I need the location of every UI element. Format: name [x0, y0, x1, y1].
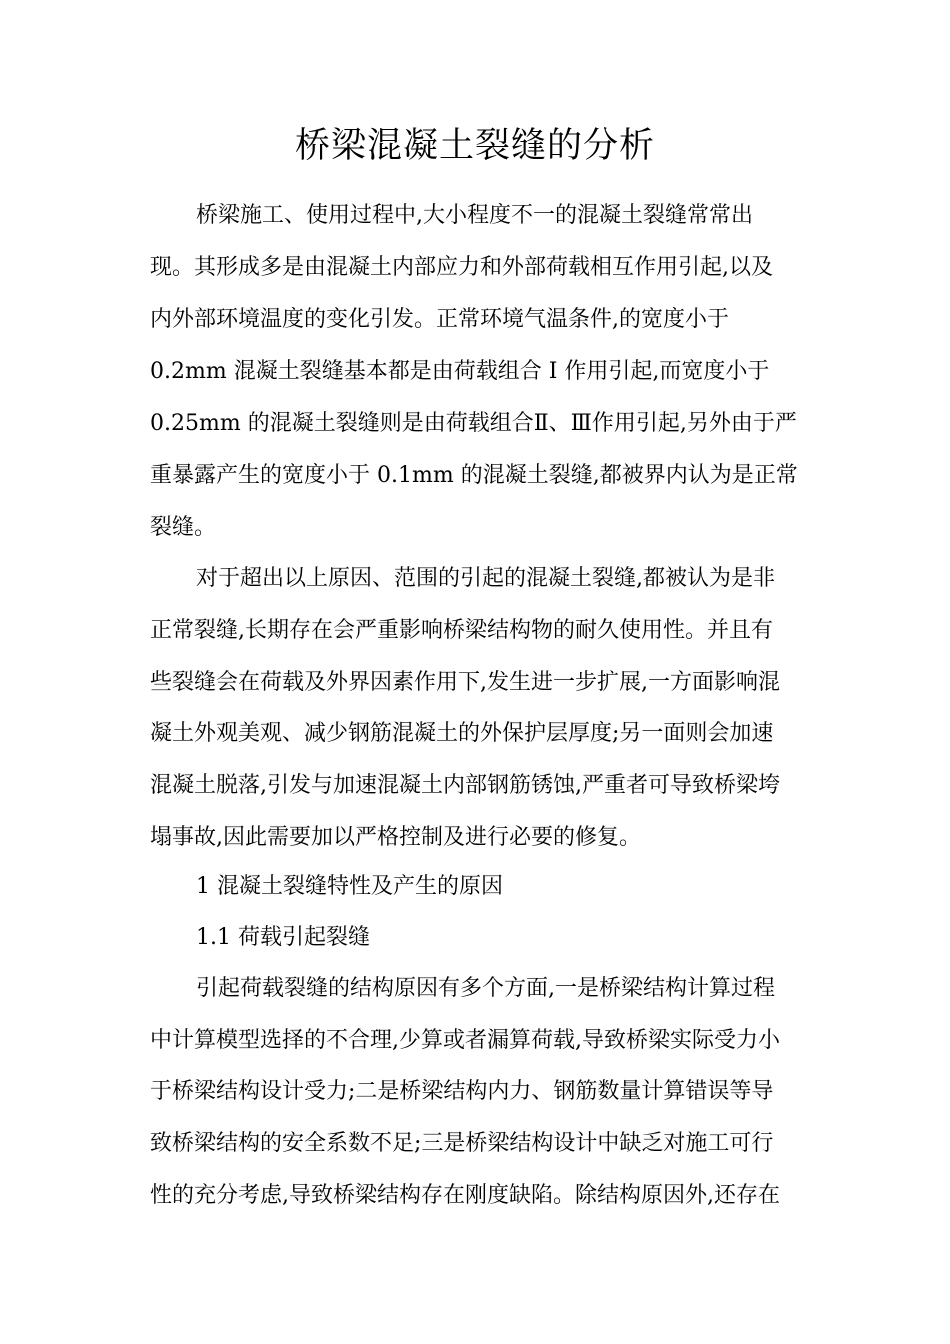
- paragraph-line: 0.25mm 的混凝土裂缝则是由荷载组合Ⅱ、Ⅲ作用引起,另外由于严: [150, 411, 797, 436]
- paragraph-line: 致桥梁结构的安全系数不足;三是桥梁结构设计中缺乏对施工可行: [150, 1131, 774, 1156]
- subsection-heading: 1.1 荷载引起裂缝: [196, 925, 370, 950]
- paragraph-line: 桥梁施工、使用过程中,大小程度不一的混凝土裂缝常常出: [196, 203, 753, 228]
- paragraph-line: 重暴露产生的宽度小于 0.1mm 的混凝土裂缝,都被界内认为是正常: [150, 463, 798, 488]
- paragraph-line: 对于超出以上原因、范围的引起的混凝土裂缝,都被认为是非: [196, 566, 775, 591]
- paragraph-line: 正常裂缝,长期存在会严重影响桥梁结构物的耐久使用性。并且有: [150, 618, 773, 643]
- paragraph-line: 凝土外观美观、减少钢筋混凝土的外保护层厚度;另一面则会加速: [150, 721, 774, 746]
- paragraph-line: 些裂缝会在荷载及外界因素作用下,发生进一步扩展,一方面影响混: [150, 670, 780, 695]
- paragraph-line: 0.2mm 混凝土裂缝基本都是由荷载组合 I 作用引起,而宽度小于: [150, 359, 770, 384]
- paragraph-line: 现。其形成多是由混凝土内部应力和外部荷载相互作用引起,以及: [150, 255, 773, 280]
- paragraph-line: 中计算模型选择的不合理,少算或者漏算荷载,导致桥梁实际受力小: [150, 1028, 780, 1053]
- paragraph-line: 性的充分考虑,导致桥梁结构存在刚度缺陷。除结构原因外,还存在: [150, 1183, 780, 1208]
- paragraph-line: 混凝土脱落,引发与加速混凝土内部钢筋锈蚀,严重者可导致桥梁垮: [150, 773, 780, 798]
- paragraph-line: 裂缝。: [150, 515, 217, 540]
- section-heading: 1 混凝土裂缝特性及产生的原因: [196, 874, 503, 899]
- paragraph-line: 引起荷载裂缝的结构原因有多个方面,一是桥梁结构计算过程: [196, 976, 775, 1001]
- document-title: 桥梁混凝土裂缝的分析: [294, 126, 655, 166]
- paragraph-line: 塌事故,因此需要加以严格控制及进行必要的修复。: [150, 825, 641, 850]
- paragraph-line: 于桥梁结构设计受力;二是桥梁结构内力、钢筋数量计算错误等导: [150, 1079, 774, 1104]
- paragraph-line: 内外部环境温度的变化引发。正常环境气温条件,的宽度小于: [150, 307, 729, 332]
